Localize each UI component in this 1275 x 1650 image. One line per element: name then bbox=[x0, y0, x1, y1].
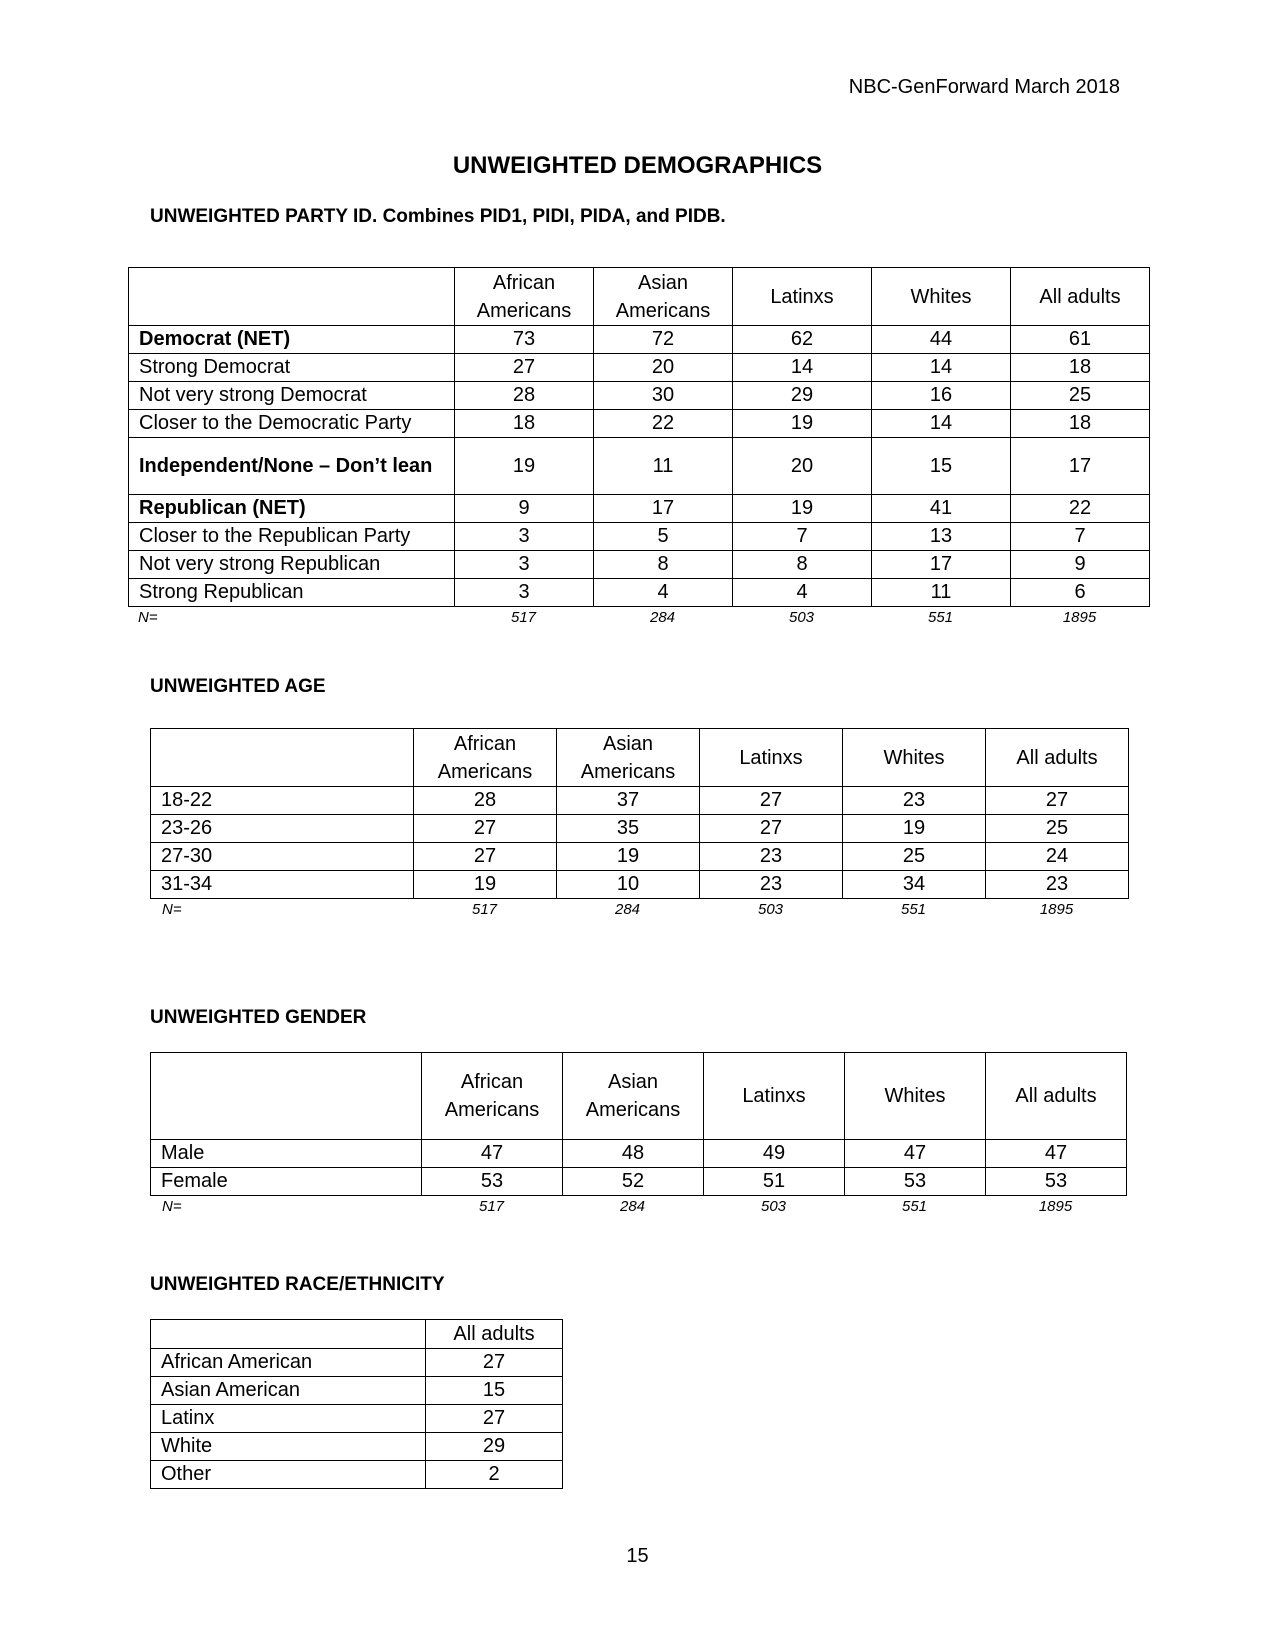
row-label: Strong Democrat bbox=[129, 354, 455, 382]
value-cell: 20 bbox=[594, 354, 733, 382]
value-cell: 27 bbox=[455, 354, 594, 382]
value-cell: 27 bbox=[426, 1405, 563, 1433]
value-cell: 28 bbox=[414, 787, 557, 815]
value-cell: 7 bbox=[1011, 523, 1150, 551]
table-row bbox=[151, 787, 1129, 815]
gender-table-body bbox=[151, 1140, 1127, 1196]
table-row bbox=[151, 1168, 1127, 1196]
race-section-title: UNWEIGHTED RACE/ETHNICITY bbox=[150, 1274, 445, 1295]
column-header: Asian Americans bbox=[563, 1053, 704, 1140]
value-cell: 8 bbox=[594, 551, 733, 579]
value-cell: 19 bbox=[733, 410, 872, 438]
n-value: 1895 bbox=[1039, 901, 1074, 918]
value-cell: 35 bbox=[557, 815, 700, 843]
row-label: Male bbox=[151, 1140, 422, 1168]
value-cell: 22 bbox=[1011, 495, 1150, 523]
party-table bbox=[128, 267, 1150, 607]
page-number: 15 bbox=[626, 1545, 649, 1567]
age-table-body bbox=[151, 787, 1129, 899]
value-cell: 53 bbox=[845, 1168, 986, 1196]
value-cell: 19 bbox=[414, 871, 557, 899]
value-cell: 29 bbox=[426, 1433, 563, 1461]
n-value: 517 bbox=[471, 901, 498, 918]
value-cell: 18 bbox=[455, 410, 594, 438]
value-cell: 73 bbox=[455, 326, 594, 354]
value-cell: 5 bbox=[594, 523, 733, 551]
row-label: Not very strong Democrat bbox=[129, 382, 455, 410]
value-cell: 10 bbox=[557, 871, 700, 899]
n-value: 1895 bbox=[1062, 609, 1097, 626]
column-header: All adults bbox=[986, 729, 1129, 787]
value-cell: 15 bbox=[426, 1377, 563, 1405]
table-row bbox=[129, 410, 1150, 438]
header-row bbox=[151, 1053, 1127, 1140]
header-row bbox=[151, 729, 1129, 787]
gender-section-title: UNWEIGHTED GENDER bbox=[150, 1007, 367, 1028]
row-label: Closer to the Republican Party bbox=[129, 523, 455, 551]
value-cell: 23 bbox=[986, 871, 1129, 899]
age-table bbox=[150, 728, 1129, 899]
value-cell: 24 bbox=[986, 843, 1129, 871]
value-cell: 27 bbox=[700, 787, 843, 815]
blank-header-cell bbox=[151, 729, 414, 787]
party-table-head bbox=[129, 268, 1150, 326]
n-value: 284 bbox=[649, 609, 676, 626]
value-cell: 13 bbox=[872, 523, 1011, 551]
age-table-wrap bbox=[150, 728, 1129, 921]
value-cell: 47 bbox=[845, 1140, 986, 1168]
party-table-body bbox=[129, 326, 1150, 607]
value-cell: 30 bbox=[594, 382, 733, 410]
n-value: 551 bbox=[901, 1198, 928, 1215]
value-cell: 27 bbox=[414, 843, 557, 871]
value-cell: 23 bbox=[843, 787, 986, 815]
n-value: 503 bbox=[757, 901, 784, 918]
value-cell: 23 bbox=[700, 843, 843, 871]
race-table-body bbox=[151, 1349, 563, 1489]
value-cell: 18 bbox=[1011, 410, 1150, 438]
value-cell: 4 bbox=[594, 579, 733, 607]
table-row bbox=[151, 843, 1129, 871]
row-label: Independent/None – Don’t lean bbox=[129, 438, 455, 495]
value-cell: 23 bbox=[700, 871, 843, 899]
table-row bbox=[151, 1349, 563, 1377]
column-header: Latinxs bbox=[700, 729, 843, 787]
column-header: African Americans bbox=[455, 268, 594, 326]
table-row bbox=[129, 579, 1150, 607]
gender-n-row bbox=[150, 1196, 1126, 1218]
column-header: Latinxs bbox=[733, 268, 872, 326]
row-label: Democrat (NET) bbox=[129, 326, 455, 354]
value-cell: 29 bbox=[733, 382, 872, 410]
n-value: 284 bbox=[614, 901, 641, 918]
party-table-wrap bbox=[128, 267, 1150, 629]
value-cell: 3 bbox=[455, 579, 594, 607]
column-header: Whites bbox=[845, 1053, 986, 1140]
value-cell: 25 bbox=[986, 815, 1129, 843]
row-label: Asian American bbox=[151, 1377, 426, 1405]
row-label: 31-34 bbox=[151, 871, 414, 899]
header-row bbox=[151, 1320, 563, 1349]
column-header: African Americans bbox=[414, 729, 557, 787]
column-header: Whites bbox=[872, 268, 1011, 326]
blank-header-cell bbox=[151, 1320, 426, 1349]
value-cell: 15 bbox=[872, 438, 1011, 495]
value-cell: 25 bbox=[1011, 382, 1150, 410]
n-label: N= bbox=[138, 609, 158, 626]
value-cell: 72 bbox=[594, 326, 733, 354]
value-cell: 16 bbox=[872, 382, 1011, 410]
age-section-title: UNWEIGHTED AGE bbox=[150, 676, 326, 697]
table-row bbox=[129, 438, 1150, 495]
value-cell: 34 bbox=[843, 871, 986, 899]
row-label: White bbox=[151, 1433, 426, 1461]
table-row bbox=[151, 871, 1129, 899]
value-cell: 27 bbox=[426, 1349, 563, 1377]
table-row bbox=[151, 1405, 563, 1433]
value-cell: 14 bbox=[872, 410, 1011, 438]
value-cell: 3 bbox=[455, 551, 594, 579]
row-label: Republican (NET) bbox=[129, 495, 455, 523]
blank-header-cell bbox=[129, 268, 455, 326]
gender-table-wrap bbox=[150, 1052, 1127, 1218]
column-header: All adults bbox=[426, 1320, 563, 1349]
value-cell: 7 bbox=[733, 523, 872, 551]
header-row bbox=[129, 268, 1150, 326]
value-cell: 17 bbox=[594, 495, 733, 523]
value-cell: 28 bbox=[455, 382, 594, 410]
n-value: 503 bbox=[760, 1198, 787, 1215]
n-label: N= bbox=[162, 1198, 182, 1215]
value-cell: 6 bbox=[1011, 579, 1150, 607]
value-cell: 27 bbox=[700, 815, 843, 843]
table-row bbox=[129, 354, 1150, 382]
value-cell: 37 bbox=[557, 787, 700, 815]
row-label: Female bbox=[151, 1168, 422, 1196]
row-label: 18-22 bbox=[151, 787, 414, 815]
value-cell: 19 bbox=[455, 438, 594, 495]
n-label: N= bbox=[162, 901, 182, 918]
table-row bbox=[151, 1140, 1127, 1168]
value-cell: 53 bbox=[422, 1168, 563, 1196]
value-cell: 11 bbox=[594, 438, 733, 495]
value-cell: 22 bbox=[594, 410, 733, 438]
age-n-row bbox=[150, 899, 1128, 921]
value-cell: 52 bbox=[563, 1168, 704, 1196]
blank-header-cell bbox=[151, 1053, 422, 1140]
value-cell: 11 bbox=[872, 579, 1011, 607]
row-label: Not very strong Republican bbox=[129, 551, 455, 579]
n-value: 517 bbox=[478, 1198, 505, 1215]
n-value: 503 bbox=[788, 609, 815, 626]
value-cell: 19 bbox=[843, 815, 986, 843]
value-cell: 51 bbox=[704, 1168, 845, 1196]
column-header: Latinxs bbox=[704, 1053, 845, 1140]
value-cell: 53 bbox=[986, 1168, 1127, 1196]
party-n-row bbox=[128, 607, 1149, 629]
value-cell: 41 bbox=[872, 495, 1011, 523]
row-label: African American bbox=[151, 1349, 426, 1377]
value-cell: 19 bbox=[733, 495, 872, 523]
row-label: Closer to the Democratic Party bbox=[129, 410, 455, 438]
value-cell: 25 bbox=[843, 843, 986, 871]
column-header: All adults bbox=[986, 1053, 1127, 1140]
n-value: 551 bbox=[927, 609, 954, 626]
row-label: Latinx bbox=[151, 1405, 426, 1433]
table-row bbox=[129, 523, 1150, 551]
value-cell: 48 bbox=[563, 1140, 704, 1168]
value-cell: 62 bbox=[733, 326, 872, 354]
race-table-wrap bbox=[150, 1319, 563, 1489]
value-cell: 49 bbox=[704, 1140, 845, 1168]
value-cell: 61 bbox=[1011, 326, 1150, 354]
page-title: UNWEIGHTED DEMOGRAPHICS bbox=[452, 152, 823, 179]
value-cell: 20 bbox=[733, 438, 872, 495]
column-header: Whites bbox=[843, 729, 986, 787]
gender-table bbox=[150, 1052, 1127, 1196]
race-table-head bbox=[151, 1320, 563, 1349]
row-label: 23-26 bbox=[151, 815, 414, 843]
value-cell: 27 bbox=[414, 815, 557, 843]
value-cell: 3 bbox=[455, 523, 594, 551]
value-cell: 44 bbox=[872, 326, 1011, 354]
row-label: 27-30 bbox=[151, 843, 414, 871]
table-row bbox=[151, 815, 1129, 843]
value-cell: 9 bbox=[1011, 551, 1150, 579]
table-row bbox=[129, 382, 1150, 410]
column-header: Asian Americans bbox=[557, 729, 700, 787]
age-table-head bbox=[151, 729, 1129, 787]
value-cell: 47 bbox=[422, 1140, 563, 1168]
value-cell: 17 bbox=[872, 551, 1011, 579]
value-cell: 14 bbox=[733, 354, 872, 382]
table-row bbox=[129, 551, 1150, 579]
table-row bbox=[151, 1377, 563, 1405]
table-row bbox=[129, 495, 1150, 523]
value-cell: 27 bbox=[986, 787, 1129, 815]
column-header: African Americans bbox=[422, 1053, 563, 1140]
value-cell: 14 bbox=[872, 354, 1011, 382]
value-cell: 47 bbox=[986, 1140, 1127, 1168]
party-section-title: UNWEIGHTED PARTY ID. Combines PID1, PIDI, PIDA, and PIDB. bbox=[150, 206, 726, 227]
n-value: 517 bbox=[510, 609, 537, 626]
value-cell: 2 bbox=[426, 1461, 563, 1489]
value-cell: 19 bbox=[557, 843, 700, 871]
running-header: NBC-GenForward March 2018 bbox=[848, 76, 1120, 98]
column-header: Asian Americans bbox=[594, 268, 733, 326]
value-cell: 4 bbox=[733, 579, 872, 607]
table-row bbox=[151, 1433, 563, 1461]
value-cell: 9 bbox=[455, 495, 594, 523]
value-cell: 8 bbox=[733, 551, 872, 579]
n-value: 551 bbox=[900, 901, 927, 918]
n-value: 1895 bbox=[1038, 1198, 1073, 1215]
column-header: All adults bbox=[1011, 268, 1150, 326]
row-label: Strong Republican bbox=[129, 579, 455, 607]
n-value: 284 bbox=[619, 1198, 646, 1215]
race-table bbox=[150, 1319, 563, 1489]
gender-table-head bbox=[151, 1053, 1127, 1140]
table-row bbox=[151, 1461, 563, 1489]
value-cell: 17 bbox=[1011, 438, 1150, 495]
value-cell: 18 bbox=[1011, 354, 1150, 382]
table-row bbox=[129, 326, 1150, 354]
row-label: Other bbox=[151, 1461, 426, 1489]
